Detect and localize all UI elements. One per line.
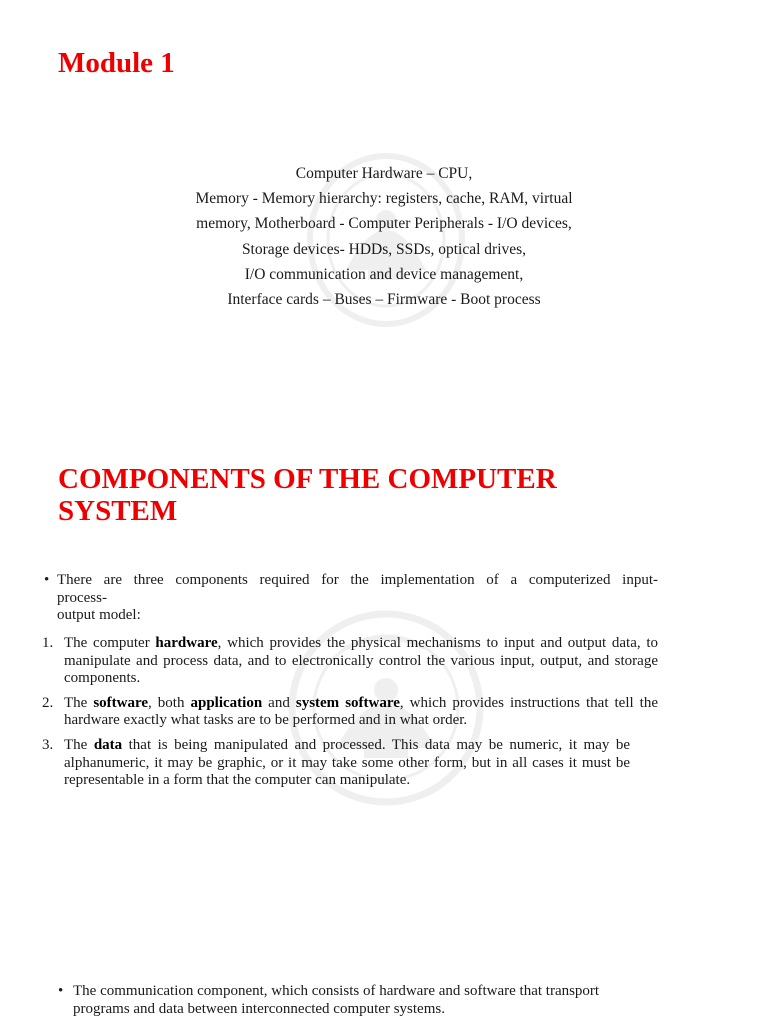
slide-components <box>0 420 768 1024</box>
communication-text: The communication component, which consists of hardware and software that transport programs and data between interconnected computer systems. <box>73 983 600 1017</box>
bullet-icon: • <box>58 983 64 999</box>
communication-bullet <box>58 983 658 1018</box>
topic-line: Computer Hardware – CPU, <box>295 165 473 182</box>
topic-line: Memory - Memory hierarchy: registers, cache, RAM, virtual <box>195 190 573 208</box>
item-text: , which provides the physical mechanisms to input and output data, to manipulate and process data, and to electronically control the various input, output, and storage components. <box>64 635 658 687</box>
intro-line: process- <box>57 589 107 606</box>
module-title: Module 1 <box>58 47 175 79</box>
bullet-icon: • <box>44 572 50 588</box>
item-text: and <box>262 694 296 711</box>
list-item <box>42 635 658 688</box>
item-keyword: application <box>190 694 263 711</box>
slide-module-1 <box>0 0 768 420</box>
item-keyword: data <box>93 736 123 753</box>
intro-bullet <box>44 572 658 625</box>
item-keyword: system software <box>295 694 400 711</box>
intro-line: output model: <box>57 607 141 624</box>
topic-line: Storage devices- HDDs, SSDs, optical drives, <box>241 240 527 258</box>
item-number: 2. <box>42 694 54 711</box>
intro-line: There are three components required for the implementation of a computerized input- <box>57 572 658 588</box>
item-keyword: software <box>93 694 149 711</box>
item-text: The computer <box>64 635 156 651</box>
item-text: that is being manipulated and processed. This data may be numeric, it may be alphanumeric, it may be graphic, or it may take some other form, but in all cases it must be representable in a form that the computer can manipulate. <box>64 736 631 789</box>
item-text: , which provides instructions that tell the hardware exactly what tasks are to be performed and in what order. <box>64 694 658 729</box>
module-topics <box>100 161 668 312</box>
topic-line: Interface cards – Buses – Firmware - Boot process <box>227 291 541 309</box>
item-number: 1. <box>42 635 54 651</box>
item-text: The <box>64 736 94 753</box>
section-title: COMPONENTS OF THE COMPUTER SYSTEM <box>58 463 557 527</box>
list-item <box>42 737 658 790</box>
list-item <box>42 695 658 730</box>
item-number: 3. <box>42 736 54 753</box>
item-text: The <box>64 694 94 711</box>
topic-line: I/O communication and device management, <box>244 265 524 283</box>
component-list <box>42 635 658 797</box>
item-text: , both <box>148 694 191 711</box>
item-keyword: hardware <box>155 635 218 651</box>
topic-line: memory, Motherboard - Computer Peripherals - I/O devices, <box>196 215 572 233</box>
